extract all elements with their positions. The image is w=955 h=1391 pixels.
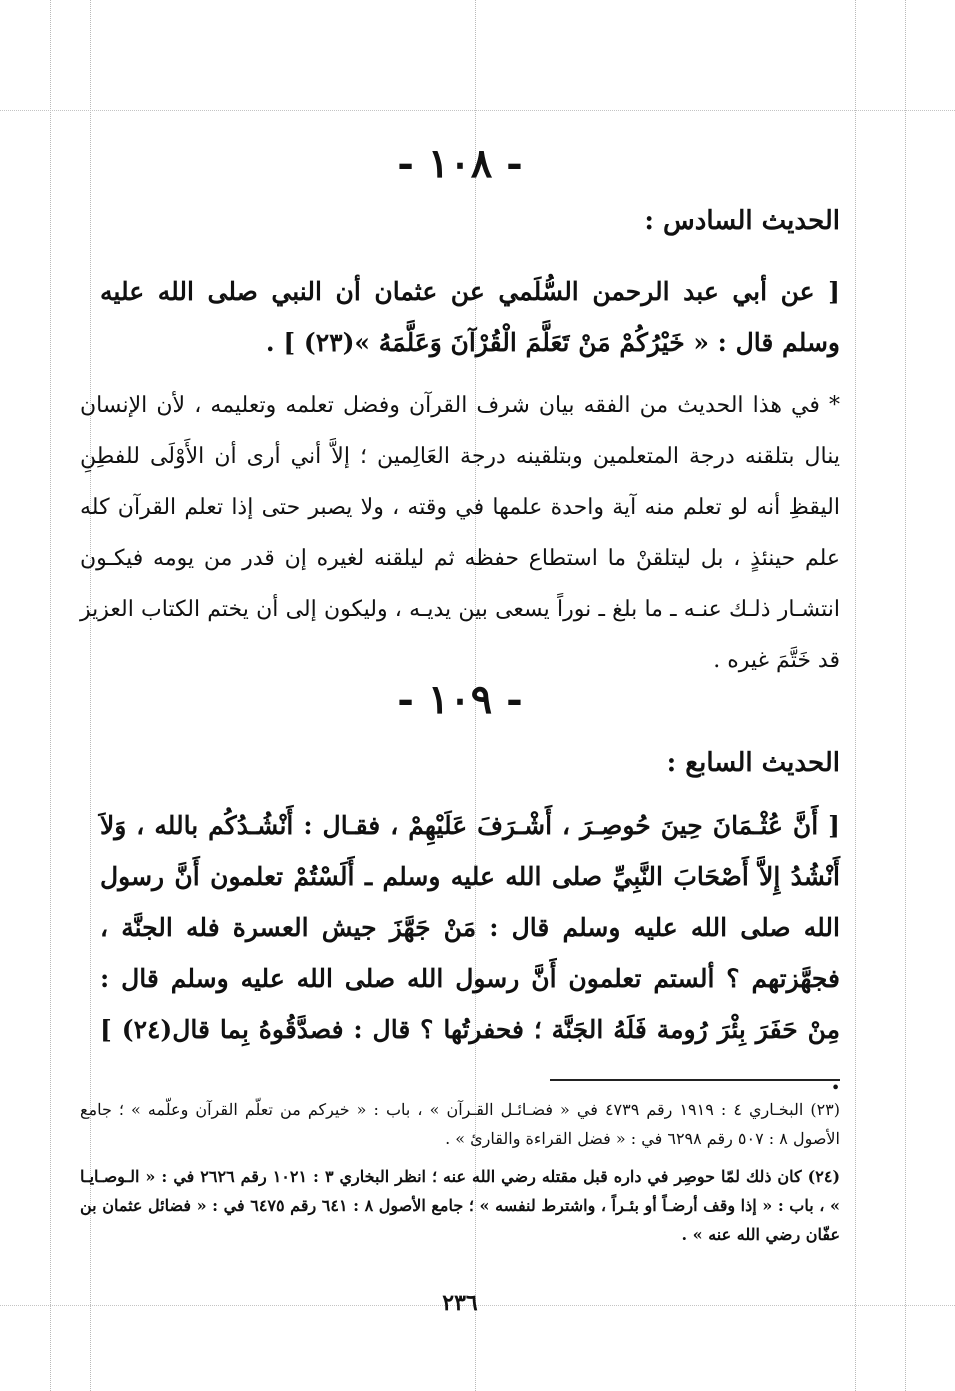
scan-guide-line [855, 0, 856, 1391]
commentary-paragraph: * في هذا الحديث من الفقه بيان شرف القرآن وفضل تعلمه وتعليمه ، لأن الإنسان ينال بتلقنه درجة المتعلمين وبتلقينه درجة العَالِمين ؛ إلاَّ أني أرى أن الأَوْلَى للفطِنِ اليقظِ أنه لو تعلم منه آية واحدة علمها في وقته ، ولا يصبر حتى إذا تعلم القرآن كله علم حينئذٍ ، بل ليتلقنْ ما استطاع حفظه ثم ليلقنه لغيره إن قدر من يومه فيكـون انتشـار ذلـك عنـه ـ ما بلغ ـ نوراً يسعى بين يديـه ، وليكون إلى أن يختم الكتاب العزيز قد خَتَّمَ غيره . [80, 393, 840, 673]
section-number: - ١٠٩ - [397, 676, 523, 723]
footnote: (٢٤) كان ذلك لمّا حوصِر في داره قبل مقتله رضي الله عنه ؛ انظر البخاري ٣ : ١٠٢١ رقم ٢٦٢٦ في : « الـوصـايـا » ، باب : « إذا وقف أرضـاً أو بئـراً ، واشترط لنفسه » ؛ جامع الأصول ٨ : ٦٤١ رقم ٦٤٧٥ في : « فضائل عثمان بن عفّان رضي الله عنه » . [80, 1167, 841, 1244]
scan-guide-line [0, 110, 955, 111]
page-number: ٢٣٦ [442, 1290, 478, 1316]
hadith-heading: الحديث السابع : [666, 748, 840, 778]
scan-guide-line [905, 0, 906, 1391]
section-number: - ١٠٨ - [397, 140, 523, 187]
hadith-heading: الحديث السادس : [644, 206, 840, 236]
hadith-text: [ أَنَّ عُثْـمَانَ حِينَ حُوصِـرَ ، أَشْـرَفَ عَلَيْهِمْ ، فقـال : أَنْشُـدُكُم بالله ، وَلاَ أَنْشُدُ إِلاَّ أَصْحَابَ النَّبِيِّ صلى الله عليه وسلم ـ أَلَسْتُمْ تعلمون أَنَّ رسول الله صلى الله عليه وسلم قال : مَنْ جَهَّزَ جيش العسرة فله الجنَّة ، فجهَّزتهم ؟ ألستم تعلمون أَنَّ رسول الله صلى الله عليه وسلم قال : مِنْ حَفَرَ بِئْرَ رُومة فَلَهُ الجَنَّة ؛ فحفرتُها ؟ قال : فصدَّقُوهُ بِما قال(٢٤) ] . [100, 811, 840, 1095]
footnote-rule [550, 1079, 840, 1081]
footnote: (٢٣) البخـاري ٤ : ١٩١٩ رقم ٤٧٣٩ في « فضـائـل القـرآن » ، باب : « خيركم من تعلّم القرآن وعلّمه » ؛ جامع الأصول ٨ : ٥٠٧ رقم ٦٢٩٨ في : « فضل القراءة والقارئ » . [80, 1100, 840, 1148]
scan-guide-line [50, 0, 51, 1391]
hadith-text: [ عن أبي عبد الرحمن السُّلَمي عن عثمان أن النبي صلى الله عليه وسلم قال : « خَيْرُكُمْ مَنْ تَعَلَّمَ الْقُرْآنَ وَعَلَّمَهُ »(٢٣) ] . [100, 277, 840, 357]
